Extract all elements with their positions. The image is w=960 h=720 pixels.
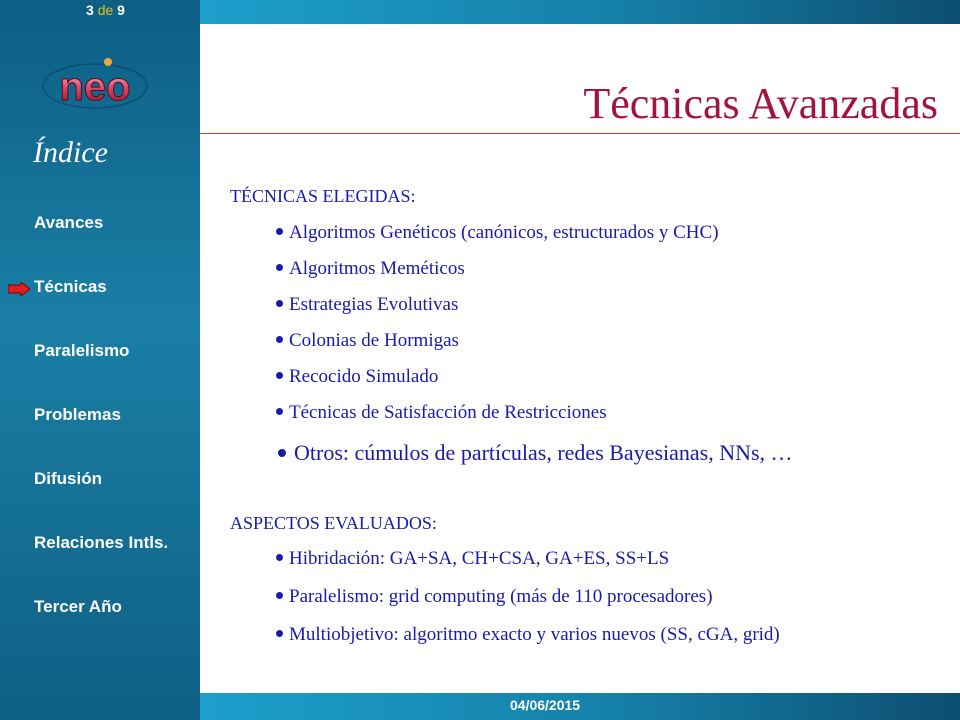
- sidebar-item-tecnicas[interactable]: Técnicas: [34, 277, 107, 296]
- bullet-icon: [276, 300, 283, 307]
- bullet-icon: [278, 449, 286, 457]
- footer-date: 04/06/2015: [510, 697, 581, 713]
- bullet-icon: [276, 264, 283, 271]
- sidebar-item-tercer-ano[interactable]: Tercer Año: [34, 597, 122, 616]
- list-item: Paralelismo: grid computing (más de 110 procesadores): [276, 586, 713, 608]
- section-heading: ASPECTOS EVALUADOS:: [230, 513, 437, 533]
- index-heading: Índice: [33, 136, 108, 169]
- section-heading: TÉCNICAS ELEGIDAS:: [230, 186, 416, 206]
- bullet-icon: [276, 408, 283, 415]
- list-item: Algoritmos Meméticos: [276, 258, 465, 280]
- bullet-icon: [276, 630, 283, 637]
- bullet-icon: [276, 554, 283, 561]
- list-item: Algoritmos Genéticos (canónicos, estructurados y CHC): [276, 222, 719, 244]
- list-item: Multiobjetivo: algoritmo exacto y varios nuevos (SS, cGA, grid): [276, 624, 780, 646]
- neo-logo: [40, 52, 150, 117]
- list-item: Técnicas de Satisfacción de Restricciones: [276, 402, 607, 424]
- page-total: 9: [117, 2, 125, 18]
- bullet-icon: [276, 592, 283, 599]
- list-item: Otros: cúmulos de partículas, redes Bayesianas, NNs, …: [278, 440, 793, 466]
- sidebar-item-avances[interactable]: Avances: [34, 213, 104, 232]
- bullet-icon: [276, 372, 283, 379]
- logo-text: neo: [59, 65, 131, 109]
- title-divider: [200, 133, 960, 134]
- bullet-icon: [276, 336, 283, 343]
- sidebar-item-relaciones[interactable]: Relaciones Intls.: [34, 533, 169, 552]
- bullet-icon: [276, 228, 283, 235]
- top-bar: [200, 0, 960, 24]
- sidebar-item-problemas[interactable]: Problemas: [34, 405, 121, 424]
- list-item: Hibridación: GA+SA, CH+CSA, GA+ES, SS+LS: [276, 548, 669, 570]
- list-item: Recocido Simulado: [276, 366, 438, 388]
- list-item: Estrategias Evolutivas: [276, 294, 458, 316]
- sidebar-item-difusion[interactable]: Difusión: [34, 469, 102, 488]
- page-sep: de: [97, 2, 114, 18]
- page-current: 3: [86, 2, 94, 18]
- page-counter: [86, 2, 125, 18]
- slide-title: Técnicas Avanzadas: [583, 79, 938, 128]
- list-item: Colonias de Hormigas: [276, 330, 459, 352]
- sidebar-item-paralelismo[interactable]: Paralelismo: [34, 341, 130, 360]
- current-arrow-icon: [8, 282, 30, 296]
